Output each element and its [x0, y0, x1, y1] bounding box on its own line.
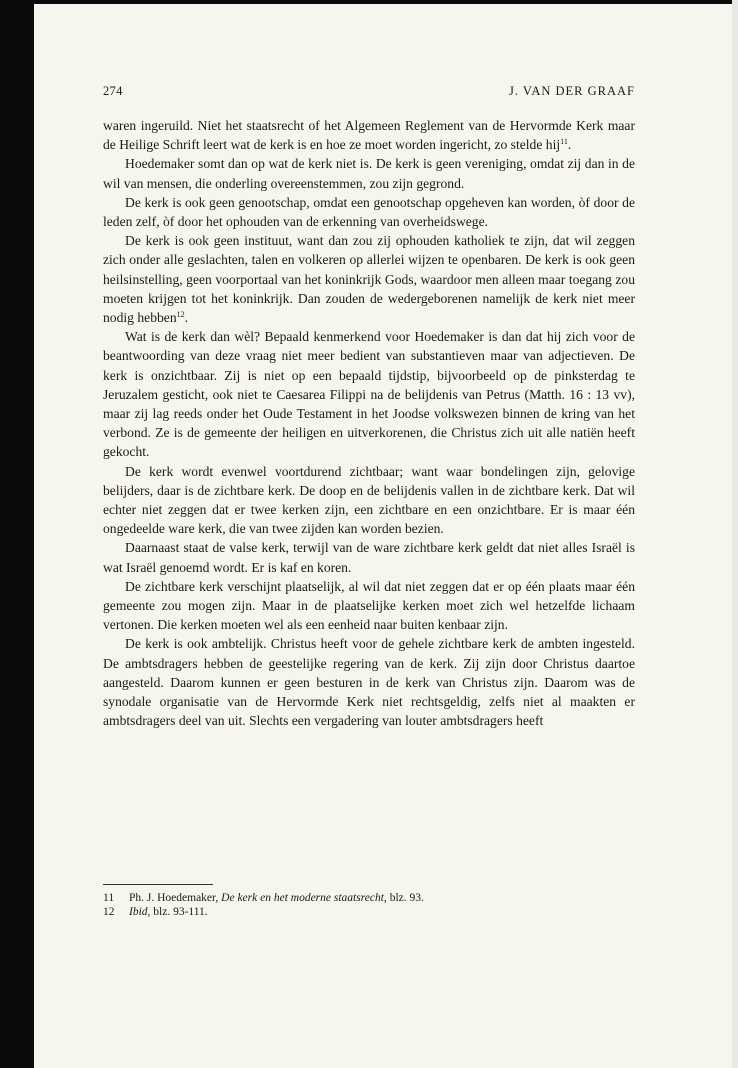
paragraph	[103, 154, 635, 192]
page-number: 274	[103, 84, 123, 98]
paragraph-tail: .	[184, 310, 189, 326]
paragraph-text: Wat is de kerk dan wèl? Bepaald kenmerkend voor Hoedemaker is dan dat hij zich voor de beantwoording van deze vraag niet meer bedient van substantieven maar van adjectieven. De kerk is onzichtbaar. Zij is niet op een bepaald tijdstip, bijvoorbeeld op de pinksterdag te Jeruzalem gesticht, ook niet te Caesarea Filippi na de belijdenis van Petrus (Matth. 16 : 13 vv), maar zij lag reeds onder het Oude Testament in het Joodse volkswezen binnen de kring van het verbond. Ze is de gemeente der heiligen en uitverkorenen, die Christus zich uit alle natiën heeft gekocht.	[103, 329, 635, 460]
paragraph	[103, 538, 635, 576]
scan-border-left	[0, 0, 34, 1068]
paragraph-text: De kerk is ook geen instituut, want dan zou zij ophouden katholiek te zijn, dat wil zeggen zich onder alle geslachten, talen en volkeren op allerlei wijzen te openbaren. De kerk is ook geen heilsinstelling, geen voorportaal van het koninkrijk Gods, waardoor men alleen maar toegang zou moeten krijgen tot het koninkrijk. Dan zouden de wedergeborenen namelijk de kerk niet meer nodig hebben	[103, 233, 635, 326]
running-head	[103, 84, 635, 102]
body-text	[103, 116, 635, 731]
paragraph	[103, 116, 635, 154]
footnote-number: 11	[103, 892, 115, 904]
footnotes	[103, 891, 635, 919]
footnote-ref: 12	[176, 310, 185, 320]
paragraph-text: De kerk is ook geen genootschap, omdat een genootschap opgeheven kan worden, òf door de leden zelf, òf door het ophouden van de erkenning van overheidswege.	[103, 194, 635, 230]
footnote-rest: blz. 93.	[386, 892, 424, 904]
paragraph-text: waren ingeruild. Niet het staatsrecht of het Algemeen Reglement van de Hervormde Kerk maar de Heilige Schrift leert wat de kerk is en hoe ze moet worden ingericht, zo stelde hij	[103, 118, 635, 153]
paragraph-text: De kerk is ook ambtelijk. Christus heeft voor de gehele zichtbare kerk de ambten ingesteld. De ambtsdragers hebben de geestelijke regering van de kerk. Zij zijn door Christus daartoe aangesteld. Daarom kunnen er geen besturen in de kerk van Christus zijn. Daarom was de synodale organisatie van de Hervormde Kerk niet rechtsgeldig, zelfs niet al maakten er ambtsdragers deel van uit. Slechts een vergadering van louter ambtsdragers heeft	[103, 636, 635, 729]
paragraph-text: Hoedemaker somt dan op wat de kerk niet is. De kerk is geen vereniging, omdat zij dan in de wil van mensen, die onderling overeenstemmen, zou zijn gegrond.	[103, 156, 635, 191]
paragraph	[103, 193, 635, 231]
footnote	[103, 905, 635, 919]
paragraph	[103, 634, 635, 730]
paragraph-text: De zichtbare kerk verschijnt plaatselijk, al wil dat niet zeggen dat er op één plaats maar één gemeente zou mogen zijn. Maar in de plaatselijke kerken moet zich wel hetzelfde lichaam vertonen. Die kerken moeten wel als een eenheid naar buiten kenbaar zijn.	[103, 578, 635, 633]
paragraph	[103, 462, 635, 539]
scan-border-right	[732, 0, 738, 1068]
paragraph-text: De kerk wordt evenwel voortdurend zichtbaar; want waar bondelingen zijn, gelovige belijders, daar is de zichtbare kerk. De doop en de belijdenis vallen in de zichtbare kerk. Dat wil echter niet zeggen dat er twee kerken zijn, een zichtbare en een onzichtbare. Er is maar één ongedeelde ware kerk, die van twee zijden kan worden bezien.	[103, 463, 635, 537]
footnote-author: Ph. J. Hoedemaker,	[129, 892, 222, 904]
footnote-rest: blz. 93-111.	[150, 906, 208, 918]
footnote-ref: 11	[560, 137, 568, 147]
footnote-rule	[103, 884, 213, 885]
paragraph	[103, 327, 635, 461]
running-title: J. VAN DER GRAAF	[509, 84, 635, 98]
footnote-title: De kerk en het moderne staatsrecht,	[221, 892, 387, 904]
footnote	[103, 891, 635, 905]
paragraph	[103, 577, 635, 635]
footnote-title: Ibid,	[129, 906, 151, 918]
paragraph-text: Daarnaast staat de valse kerk, terwijl van de ware zichtbare kerk geldt dat niet alles Israël is wat Israël genoemd wordt. Er is kaf en koren.	[103, 540, 635, 575]
paragraph-tail: .	[567, 137, 572, 153]
footnote-number: 12	[103, 906, 115, 918]
paragraph	[103, 231, 635, 327]
